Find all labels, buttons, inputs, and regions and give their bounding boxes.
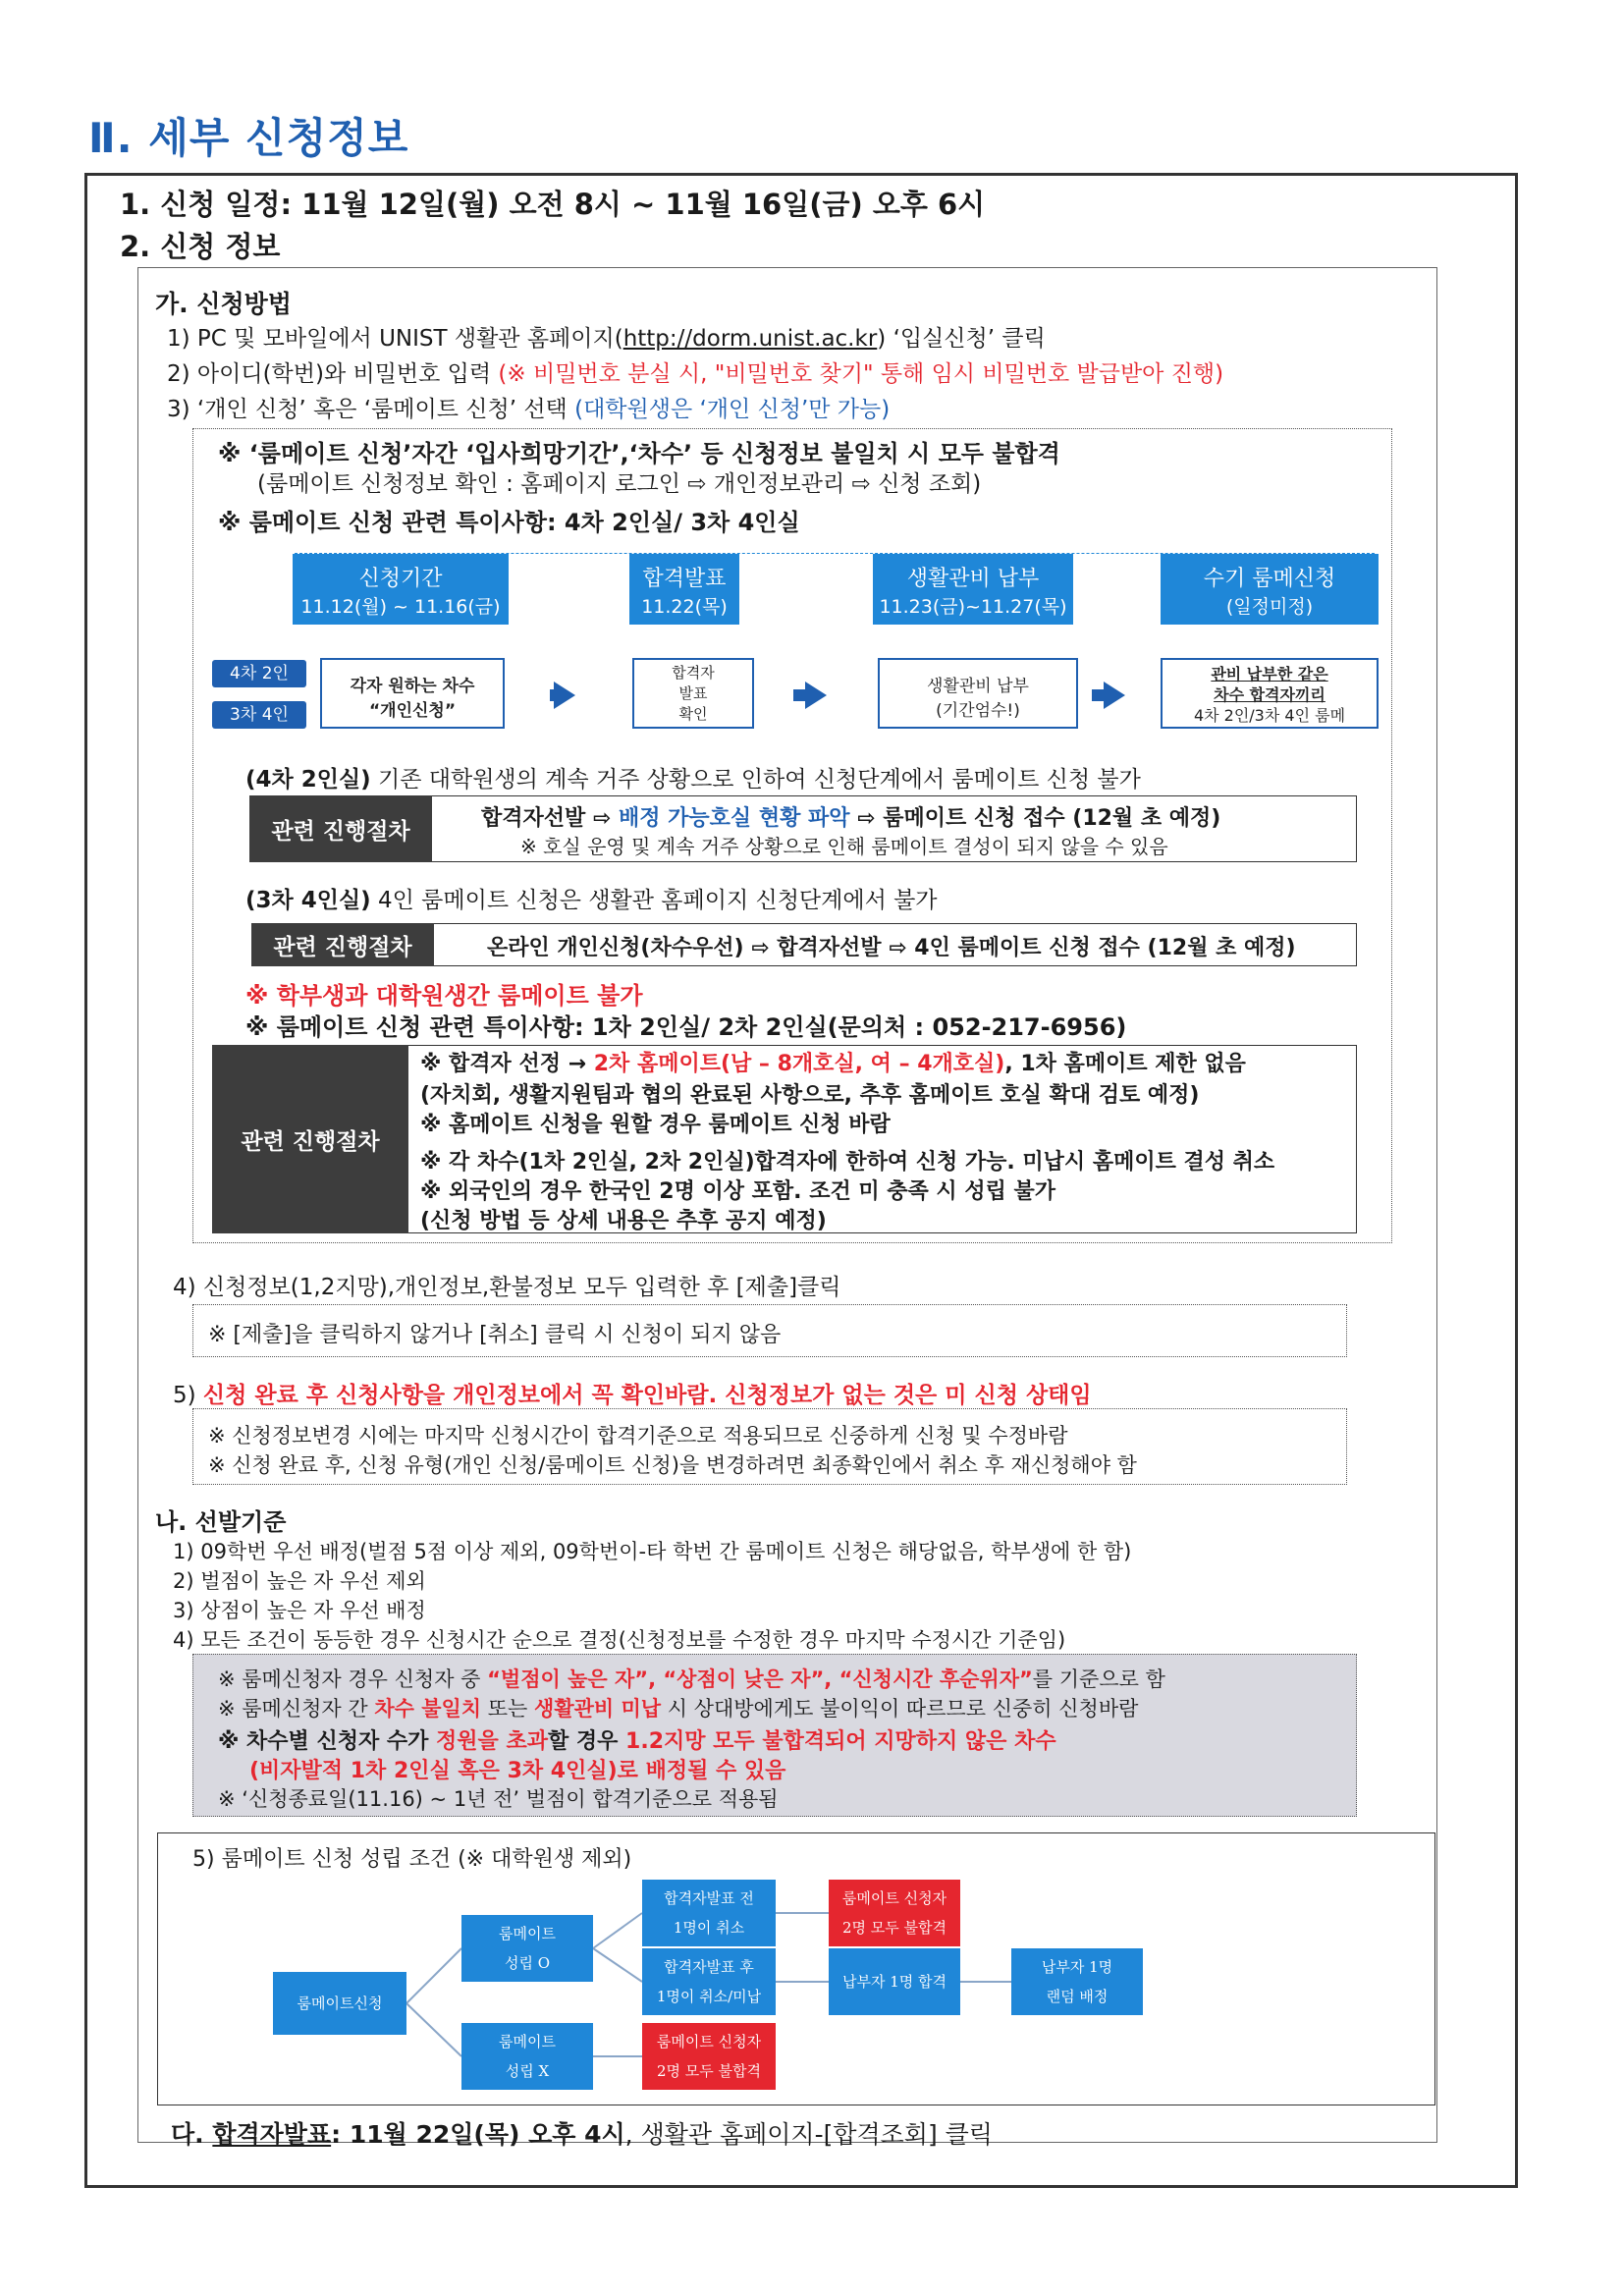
method-item-5: 5) 신청 완료 후 신청사항을 개인정보에서 꼭 확인바람. 신청정보가 없는 것은 미 신청 상태임 — [173, 1383, 1092, 1408]
ug-line-5: ※ 외국인의 경우 한국인 2명 이상 포함. 조건 미 충족 시 성립 불가 — [420, 1179, 1056, 1204]
node-roommate-apply: 룸메이트신청 — [273, 1972, 406, 2035]
criteria-2: 2) 벌점이 높은 자 우선 제외 — [173, 1569, 426, 1593]
roommate-note-1: ※ ‘룸메이트 신청’자간 ‘입사희망기간’,‘차수’ 등 신청정보 불일치 시 모두 불합격 — [218, 440, 1060, 467]
three-four-desc: (3차 4인실) 4인 룸메이트 신청은 생활관 홈페이지 신청단계에서 불가 — [245, 888, 938, 913]
flow-individual-apply: 각자 원하는 차수 “개인신청” — [320, 658, 505, 729]
tag-3-4: 3차 4인 — [212, 701, 306, 729]
gray-line-5: ※ ‘신청종료일(11.16) ~ 1년 전’ 벌점이 합격기준으로 적용됨 — [218, 1787, 779, 1811]
section-b-title: 나. 선발기준 — [155, 1508, 287, 1536]
node-both-fail-1: 룸메이트 신청자 2명 모두 불합격 — [829, 1880, 960, 1946]
section-a-title: 가. 신청방법 — [155, 290, 292, 318]
item4-note: ※ [제출]을 클릭하지 않거나 [취소] 클릭 시 신청이 되지 않음 — [208, 1323, 782, 1347]
item5-note-2: ※ 신청 완료 후, 신청 유형(개인 신청/룸메이트 신청)을 변경하려면 최종확인에서 취소 후 재신청해야 함 — [208, 1453, 1137, 1477]
timeline-payment: 생활관비 납부 11.23(금)~11.27(목) — [873, 554, 1073, 625]
node-before-announce: 합격자발표 전 1명이 취소 — [642, 1880, 776, 1946]
gray-line-1: ※ 룸메신청자 경우 신청자 중 “벌점이 높은 자”, “상점이 낮은 자”, “신청시간 후순위자”를 기준으로 함 — [218, 1667, 1165, 1691]
four-two-desc: (4차 2인실) 기존 대학원생의 계속 거주 상황으로 인하여 신청단계에서 룸메이트 신청 불가 — [245, 767, 1141, 793]
info-title: 2. 신청 정보 — [120, 230, 281, 263]
timeline-apply: 신청기간 11.12(월) ~ 11.16(금) — [293, 554, 509, 625]
tag-4-2: 4차 2인 — [212, 660, 306, 687]
item5-note-1: ※ 신청정보변경 시에는 마지막 신청시간이 합격기준으로 적용되므로 신중하게 신청 및 수정바람 — [208, 1424, 1068, 1448]
three-four-proc-text: 온라인 개인신청(차수우선) ⇨ 합격자선발 ⇨ 4인 룸메이트 신청 접수 (12월 초 예정) — [487, 936, 1296, 960]
flow-pay-fee: 생활관비 납부 (기간엄수!) — [878, 658, 1078, 729]
three-four-proc-label: 관련 진행절차 — [251, 923, 434, 966]
roommate-note-2: (룸메이트 신청정보 확인 : 홈페이지 로그인 ⇨ 개인정보관리 ⇨ 신청 조회) — [257, 471, 982, 497]
flow-matching: 관비 납부한 같은 차수 합격자끼리 4차 2인/3차 4인 룸메 — [1161, 658, 1379, 729]
criteria-1: 1) 09학번 우선 배정(벌점 5점 이상 제외, 09학번이-타 학번 간 룸메이트 신청은 해당없음, 학부생에 한 함) — [173, 1540, 1132, 1563]
node-formed-yes: 룸메이트 성립 O — [461, 1915, 593, 1982]
node-payer-pass: 납부자 1명 합격 — [829, 1948, 960, 2015]
method-item-4: 4) 신청정보(1,2지망),개인정보,환불정보 모두 입력한 후 [제출]클릭 — [173, 1275, 841, 1300]
node-both-fail-2: 룸메이트 신청자 2명 모두 불합격 — [642, 2023, 776, 2090]
grad-special-note: ※ 룸메이트 신청 관련 특이사항: 4차 2인실/ 3차 4인실 — [218, 509, 800, 536]
node-random-assign: 납부자 1명 랜덤 배정 — [1011, 1948, 1143, 2015]
no-mix-note: ※ 학부생과 대학원생간 룸메이트 불가 — [245, 982, 643, 1010]
ug-line-6: (신청 방법 등 상세 내용은 추후 공지 예정) — [420, 1209, 827, 1233]
timeline-manual: 수기 룸메신청 (일정미정) — [1161, 554, 1379, 625]
criteria-3: 3) 상점이 높은 자 우선 배정 — [173, 1599, 426, 1622]
section-c-line: 다. 합격자발표: 11월 22일(목) 오후 4시, 생활관 홈페이지-[합격조회] 클릭 — [171, 2120, 993, 2149]
four-two-proc-text: 합격자선발 ⇨ 배정 가능호실 현황 파악 ⇨ 룸메이트 신청 접수 (12월 초 예정) — [481, 806, 1221, 831]
ug-line-3: ※ 홈메이트 신청을 원할 경우 룸메이트 신청 바람 — [420, 1113, 891, 1137]
gray-line-4: (비자발적 1차 2인실 혹은 3차 4인실)로 배정될 수 있음 — [249, 1759, 786, 1783]
dorm-link[interactable]: http://dorm.unist.ac.kr — [622, 326, 878, 352]
four-two-proc-label: 관련 진행절차 — [249, 795, 432, 862]
four-two-proc-note: ※ 호실 운영 및 계속 거주 상황으로 인해 룸메이트 결성이 되지 않을 수 있음 — [520, 835, 1168, 858]
ug-line-2: (자치회, 생활지원팀과 협의 완료된 사항으로, 추후 홈메이트 호실 확대 검토 예정) — [420, 1083, 1200, 1108]
gray-line-3: ※ 차수별 신청자 수가 정원을 초과할 경우 1.2지망 모두 불합격되어 지망하지 않은 차수 — [218, 1729, 1056, 1754]
method-item-3: 3) ‘개인 신청’ 혹은 ‘룸메이트 신청’ 선택 (대학원생은 ‘개인 신청’만 가능) — [167, 397, 891, 422]
diagram-title: 5) 룸메이트 신청 성립 조건 (※ 대학원생 제외) — [192, 1847, 632, 1872]
node-after-announce: 합격자발표 후 1명이 취소/미납 — [642, 1948, 776, 2015]
node-formed-no: 룸메이트 성립 X — [461, 2023, 593, 2090]
method-item-2: 2) 아이디(학번)와 비밀번호 입력 (※ 비밀번호 분실 시, "비밀번호 찾기" 통해 임시 비밀번호 발급받아 진행) — [167, 361, 1224, 387]
page-title: Ⅱ. 세부 신청정보 — [88, 114, 409, 162]
ug-line-1: ※ 합격자 선정 → 2차 홈메이트(남 – 8개호실, 여 – 4개호실), 1차 홈메이트 제한 없음 — [420, 1052, 1246, 1076]
ug-proc-label: 관련 진행절차 — [212, 1045, 408, 1233]
flow-check-result: 합격자 발표 확인 — [632, 658, 754, 729]
method-item-1: 1) PC 및 모바일에서 UNIST 생활관 홈페이지(http://dorm.unist.ac.kr) ‘입실신청’ 클릭 — [167, 326, 1046, 352]
gray-line-2: ※ 룸메신청자 간 차수 불일치 또는 생활관비 미납 시 상대방에게도 불이익이 따르므로 신중히 신청바람 — [218, 1697, 1139, 1721]
schedule-line: 1. 신청 일정: 11월 12일(월) 오전 8시 ~ 11월 16일(금) 오후 6시 — [120, 188, 986, 221]
timeline-announce: 합격발표 11.22(목) — [629, 554, 739, 625]
criteria-4: 4) 모든 조건이 동등한 경우 신청시간 순으로 결정(신청정보를 수정한 경우 마지막 수정시간 기준임) — [173, 1628, 1066, 1652]
ug-special-note: ※ 룸메이트 신청 관련 특이사항: 1차 2인실/ 2차 2인실(문의처 : 052-217-6956) — [245, 1013, 1127, 1041]
ug-line-4: ※ 각 차수(1차 2인실, 2차 2인실)합격자에 한하여 신청 가능. 미납시 홈메이트 결성 취소 — [420, 1150, 1275, 1175]
